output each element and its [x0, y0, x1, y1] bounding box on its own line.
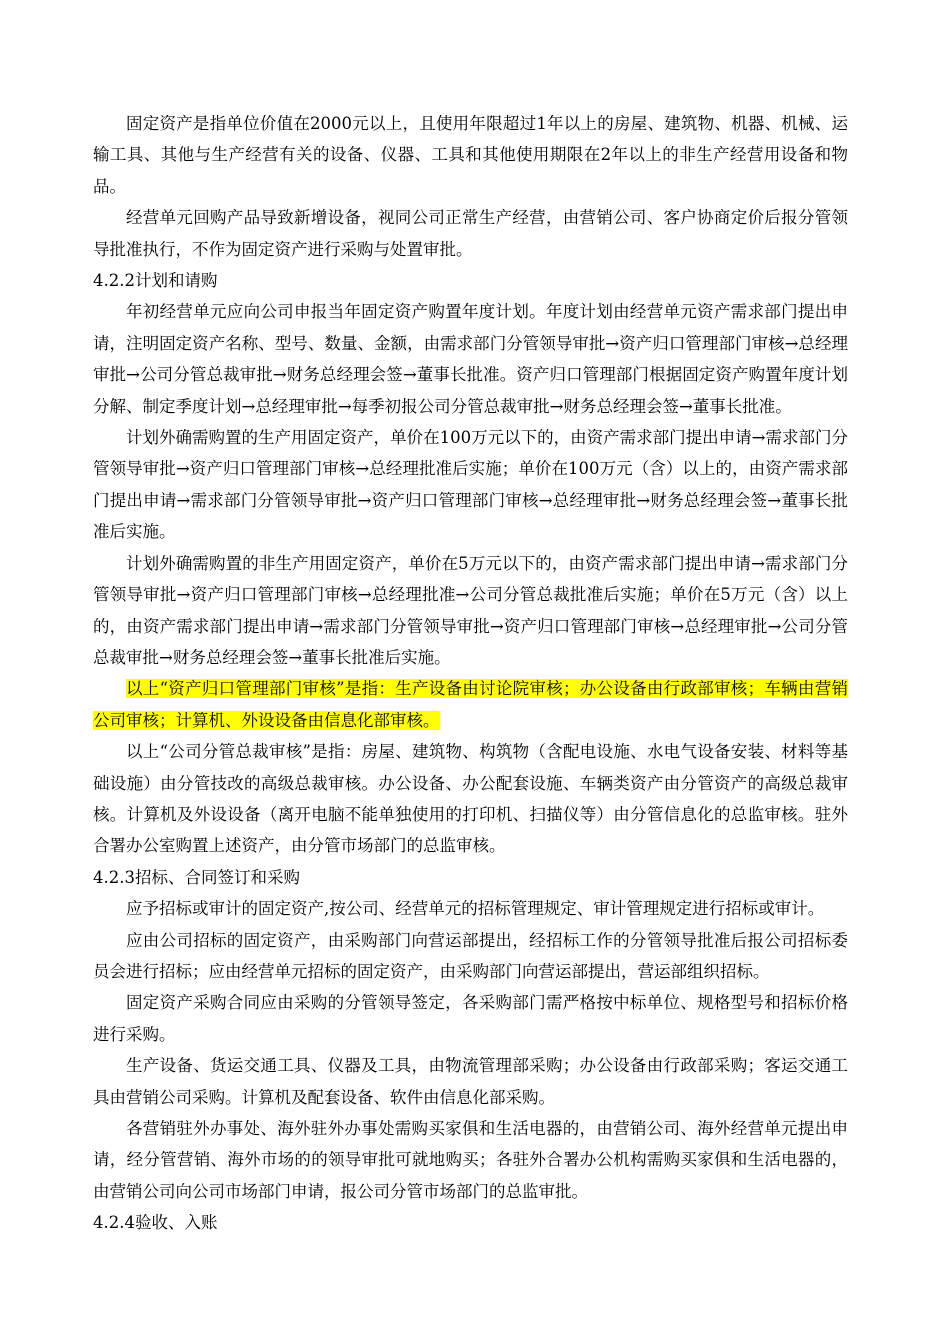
paragraph-vp-review-note: 以上“公司分管总裁审核”是指：房屋、建筑物、构筑物（含配电设施、水电气设备安装、材料等基础设施）由分管技改的高级总裁审核。办公设备、办公配套设施、车辆类资产由分管资产的高级总裁审核。计算机及外设设备（离开电脑不能单独使用的打印机、扫描仪等）由分管信息化的总监审核。驻外合署办公室购置上述资产，由分管市场部门的总监审核。 [93, 742, 848, 856]
section-heading-4-2-4: 4.2.4验收、入账 [93, 1213, 218, 1233]
paragraph-offices-furniture: 各营销驻外办事处、海外驻外办事处需购买家俱和生活电器的，由营销公司、海外经营单元提出申请，经分管营销、海外市场的的领导审批可就地购买；各驻外合署办公机构需购买家俱和生活电器的，由营销公司向公司市场部门申请，报公司分管市场部门的总监审批。 [93, 1119, 848, 1201]
paragraph-unplanned-nonproduction-assets: 计划外确需购置的非生产用固定资产，单价在5万元以下的，由资产需求部门提出申请→需求部门分管领导审批→资产归口管理部门审核→总经理批准→公司分管总裁批准后实施；单价在5万元（含）以上的，由资产需求部门提出申请→需求部门分管领导审批→资产归口管理部门审核→总经理审批→公司分管总裁审批→财务总经理会签→董事长批准后实施。 [93, 553, 848, 667]
paragraph-fixed-asset-definition: 固定资产是指单位价值在2000元以上，且使用年限超过1年以上的房屋、建筑物、机器、机械、运输工具、其他与生产经营有关的设备、仪器、工具和其他使用期限在2年以上的非生产经营用设备和物品。 [93, 114, 848, 196]
paragraph-unplanned-production-assets: 计划外确需购置的生产用固定资产，单价在100万元以下的，由资产需求部门提出申请→需求部门分管领导审批→资产归口管理部门审核→总经理批准后实施；单价在100万元（含）以上的，由资产需求部门提出申请→需求部门分管领导审批→资产归口管理部门审核→总经理审批→财务总经理会签→董事长批准后实施。 [93, 428, 848, 542]
paragraph-review-department-note [93, 673, 848, 736]
section-heading-4-2-3: 4.2.3招标、合同签订和采购 [93, 867, 300, 887]
paragraph-tender-process: 应由公司招标的固定资产，由采购部门向营运部提出，经招标工作的分管领导批准后报公司招标委员会进行招标；应由经营单元招标的固定资产，由采购部门向营运部提出，营运部组织招标。 [93, 930, 848, 981]
paragraph-tender-audit: 应予招标或审计的固定资产,按公司、经营单元的招标管理规定、审计管理规定进行招标或审计。 [126, 899, 825, 919]
paragraph-annual-plan: 年初经营单元应向公司申报当年固定资产购置年度计划。年度计划由经营单元资产需求部门提出申请，注明固定资产名称、型号、数量、金额，由需求部门分管领导审批→资产归口管理部门审核→总经理审批→公司分管总裁审批→财务总经理会签→董事长批准。资产归口管理部门根据固定资产购置年度计划分解、制定季度计划→总经理审批→每季初报公司分管总裁审批→财务总经理会签→董事长批准。 [93, 302, 848, 416]
highlighted-text: 以上“资产归口管理部门审核”是指：生产设备由讨论院审核；办公设备由行政部审核；车辆由营销公司审核；计算机、外设设备由信息化部审核。 [93, 679, 848, 730]
paragraph-purchase-contract: 固定资产采购合同应由采购的分管领导签定，各采购部门需严格按中标单位、规格型号和招标价格进行采购。 [93, 993, 848, 1044]
paragraph-purchase-responsibility: 生产设备、货运交通工具、仪器及工具，由物流管理部采购；办公设备由行政部采购；客运交通工具由营销公司采购。计算机及配套设备、软件由信息化部采购。 [93, 1056, 848, 1107]
document-page [93, 108, 848, 1239]
paragraph-buyback-equipment: 经营单元回购产品导致新增设备，视同公司正常生产经营，由营销公司、客户协商定价后报分管领导批准执行，不作为固定资产进行采购与处置审批。 [93, 208, 848, 259]
section-heading-4-2-2: 4.2.2计划和请购 [93, 271, 218, 291]
